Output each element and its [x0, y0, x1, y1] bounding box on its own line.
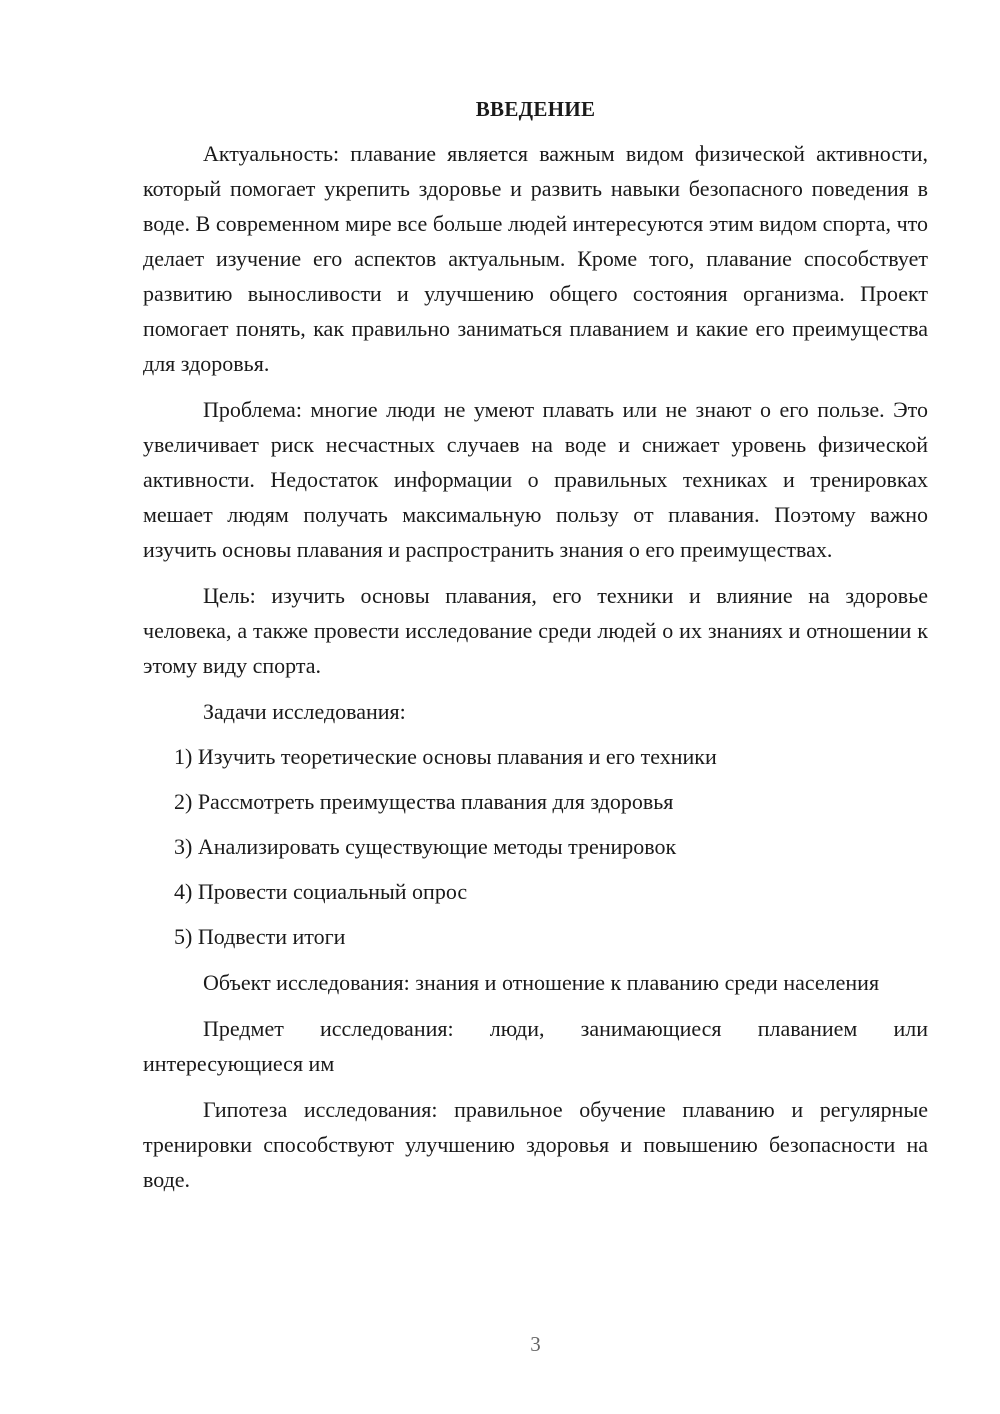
document-title: ВВЕДЕНИЕ	[475, 97, 596, 121]
task-item: 2) Рассмотреть преимущества плавания для здоровья	[174, 789, 674, 814]
task-item: 3) Анализировать существующие методы тренировок	[174, 834, 677, 859]
object-paragraph: Объект исследования: знания и отношение к плаванию среди населения	[203, 970, 880, 995]
document-page	[143, 92, 928, 1208]
task-item: 5) Подвести итоги	[174, 924, 346, 949]
tasks-heading: Задачи исследования:	[203, 699, 406, 724]
subject-paragraph: Предмет исследования: люди, занимающиеся плаванием или интересующиеся им	[143, 1016, 928, 1076]
hypothesis-paragraph: Гипотеза исследования: правильное обучение плаванию и регулярные тренировки способствуют улучшению здоровья и повышению безопасности на воде.	[143, 1097, 928, 1192]
goal-paragraph: Цель: изучить основы плавания, его техники и влияние на здоровье человека, а также провести исследование среди людей о их знаниях и отношении к этому виду спорта.	[143, 583, 928, 678]
page-number: 3	[530, 1332, 541, 1356]
relevance-paragraph: Актуальность: плавание является важным видом физической активности, который помогает укрепить здоровье и развить навыки безопасного поведения в воде. В современном мире все больше людей интересуются этим видом спорта, что делает изучение его аспектов актуальным. Кроме того, плавание способствует развитию выносливости и улучшению общего состояния организма. Проект помогает понять, как правильно заниматься плаванием и какие его преимущества для здоровья.	[143, 141, 928, 376]
problem-paragraph: Проблема: многие люди не умеют плавать или не знают о его пользе. Это увеличивает риск несчастных случаев на воде и снижает уровень физической активности. Недостаток информации о правильных техниках и тренировках мешает людям получать максимальную пользу от плавания. Поэтому важно изучить основы плавания и распространить знания о его преимуществах.	[143, 397, 928, 562]
task-list	[143, 739, 928, 954]
task-item: 4) Провести социальный опрос	[174, 879, 468, 904]
task-item: 1) Изучить теоретические основы плавания и его техники	[174, 744, 717, 769]
